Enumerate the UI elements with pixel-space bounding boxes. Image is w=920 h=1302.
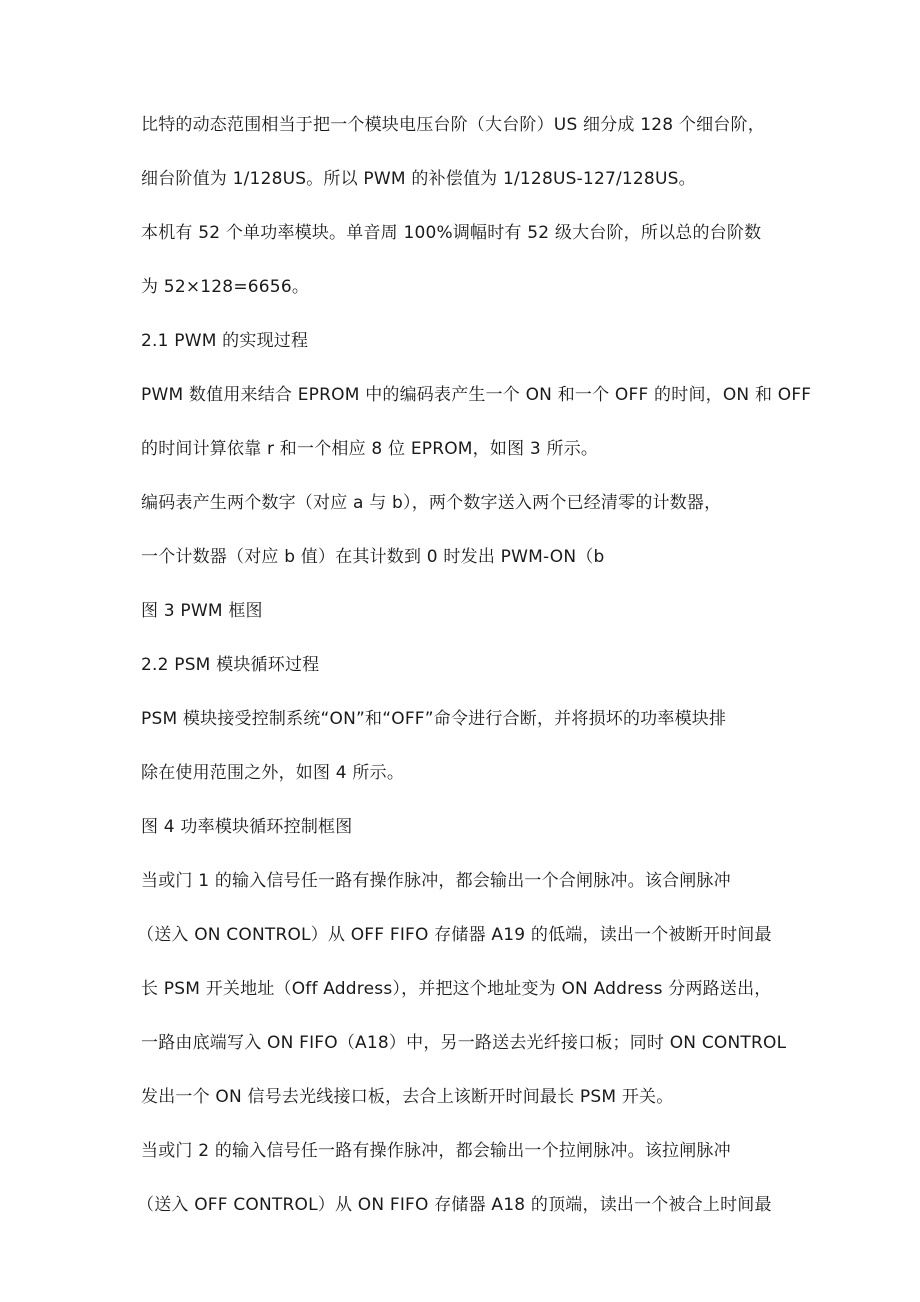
text-line: 本机有 52 个单功率模块。单音周 100%调幅时有 52 级大台阶，所以总的台阶数: [141, 223, 762, 243]
section-heading: 2.2 PSM 模块循环过程: [141, 655, 320, 675]
text-line: 为 52×128=6656。: [141, 277, 310, 297]
text-line: 比特的动态范围相当于把一个模块电压台阶（大台阶）US 细分成 128 个细台阶，: [141, 115, 765, 135]
text-line: 一个计数器（对应 b 值）在其计数到 0 时发出 PWM-ON（b: [141, 547, 605, 567]
figure-caption: 图 4 功率模块循环控制框图: [141, 817, 353, 837]
text-line: （送入 ON CONTROL）从 OFF FIFO 存储器 A19 的低端，读出一个被断开时间最: [137, 925, 772, 945]
text-line: 长 PSM 开关地址（Off Address），并把这个地址变为 ON Address 分两路送出，: [141, 979, 772, 999]
text-line: PSM 模块接受控制系统“ON”和“OFF”命令进行合断，并将损坏的功率模块排: [141, 709, 727, 729]
text-line: 一路由底端写入 ON FIFO（A18）中，另一路送去光纤接口板；同时 ON CONTROL: [141, 1033, 787, 1053]
text-line: （送入 OFF CONTROL）从 ON FIFO 存储器 A18 的顶端，读出一个被合上时间最: [137, 1195, 772, 1215]
text-line: 除在使用范围之外，如图 4 所示。: [141, 763, 405, 783]
text-line: 当或门 2 的输入信号任一路有操作脉冲，都会输出一个拉闸脉冲。该拉闸脉冲: [141, 1141, 731, 1161]
text-line: PWM 数值用来结合 EPROM 中的编码表产生一个 ON 和一个 OFF 的时间，ON 和 OFF: [141, 385, 812, 405]
figure-caption: 图 3 PWM 框图: [141, 601, 263, 621]
section-heading: 2.1 PWM 的实现过程: [141, 331, 309, 351]
text-line: 当或门 1 的输入信号任一路有操作脉冲，都会输出一个合闸脉冲。该合闸脉冲: [141, 871, 731, 891]
text-line: 的时间计算依靠 r 和一个相应 8 位 EPROM，如图 3 所示。: [141, 439, 599, 459]
text-line: 编码表产生两个数字（对应 a 与 b），两个数字送入两个已经清零的计数器，: [141, 493, 722, 513]
text-line: 细台阶值为 1/128US。所以 PWM 的补偿值为 1/128US-127/128US。: [141, 169, 696, 189]
text-line: 发出一个 ON 信号去光线接口板，去合上该断开时间最长 PSM 开关。: [141, 1087, 674, 1107]
